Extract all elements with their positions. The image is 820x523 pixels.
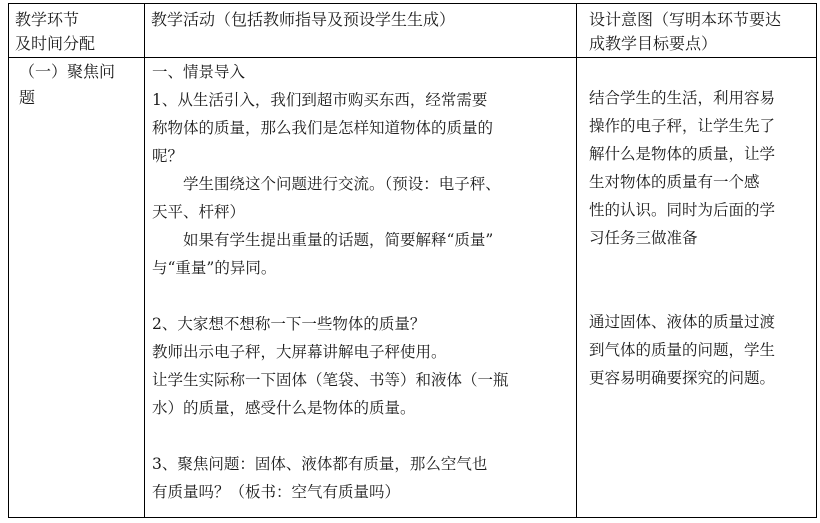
activity-p4-line2: 教师出示电子秤，大屏幕讲解电子秤使用。 <box>152 343 447 361</box>
header-intent-line1: 设计意图（写明本环节要达 <box>589 10 782 29</box>
intent-1-line5: 性的认识。同时为后面的学 <box>589 201 776 219</box>
activity-p2-line2: 天平、杆秤） <box>152 203 246 221</box>
intent-2-line2: 到气体的质量的问题，学生 <box>589 341 776 359</box>
activity-p5-line1: 3、聚焦问题：固体、液体都有质量，那么空气也 <box>152 455 488 473</box>
intent-cell <box>577 58 817 518</box>
header-stage-line2: 及时间分配 <box>15 34 96 53</box>
activity-p4-line1: 2、大家想不想称一下一些物体的质量？ <box>152 315 426 333</box>
activity-p3-line1: 如果有学生提出重量的话题，简要解释“质量” <box>183 231 494 249</box>
header-stage-line1: 教学环节 <box>15 10 80 29</box>
activity-p1-line3: 呢？ <box>152 147 184 165</box>
activity-p3-line2: 与“重量”的异同。 <box>152 259 277 277</box>
activity-p1-line1: 1、从生活引入，我们到超市购买东西，经常需要 <box>152 91 488 109</box>
header-activity-label: 教学活动（包括教师指导及预设学生生成） <box>151 10 456 29</box>
section-heading: 一、情景导入 <box>152 63 246 81</box>
header-row <box>9 4 817 58</box>
intent-2-line1: 通过固体、液体的质量过渡 <box>589 313 776 331</box>
intent-2-line3: 更容易明确要探究的问题。 <box>589 369 776 387</box>
spacer <box>152 422 572 450</box>
activity-p5-line2: 有质量吗？（板书：空气有质量吗） <box>152 483 401 501</box>
intent-1-line3: 解什么是物体的质量，让学 <box>589 145 776 163</box>
activity-p4-line3: 让学生实际称一下固体（笔袋、书等）和液体（一瓶 <box>152 371 509 389</box>
header-intent <box>577 4 817 58</box>
stage-row <box>9 58 817 518</box>
spacer <box>589 252 810 308</box>
header-stage-time <box>9 4 145 58</box>
activity-p2-line1: 学生围绕这个问题进行交流。（预设：电子秤、 <box>183 175 501 193</box>
intent-1-line2: 操作的电子秤，让学生先了 <box>589 117 776 135</box>
stage-title-cell <box>9 58 145 518</box>
activity-cell <box>145 58 577 518</box>
stage-title-line2: 题 <box>19 88 36 107</box>
header-activity <box>145 4 577 58</box>
lesson-plan-table <box>8 3 817 518</box>
stage-title-line1: （一）聚焦问 <box>19 62 116 81</box>
activity-p1-line2: 称物体的质量，那么我们是怎样知道物体的质量的 <box>152 119 494 137</box>
intent-1-line4: 生对物体的质量有一个感 <box>589 173 760 191</box>
intent-1-line6: 习任务三做准备 <box>589 229 698 247</box>
activity-p4-line4: 水）的质量，感受什么是物体的质量。 <box>152 399 416 417</box>
spacer <box>152 282 572 310</box>
header-intent-line2: 成教学目标要点） <box>589 34 718 53</box>
intent-1-line1: 结合学生的生活，利用容易 <box>589 89 776 107</box>
spacer <box>589 58 810 84</box>
